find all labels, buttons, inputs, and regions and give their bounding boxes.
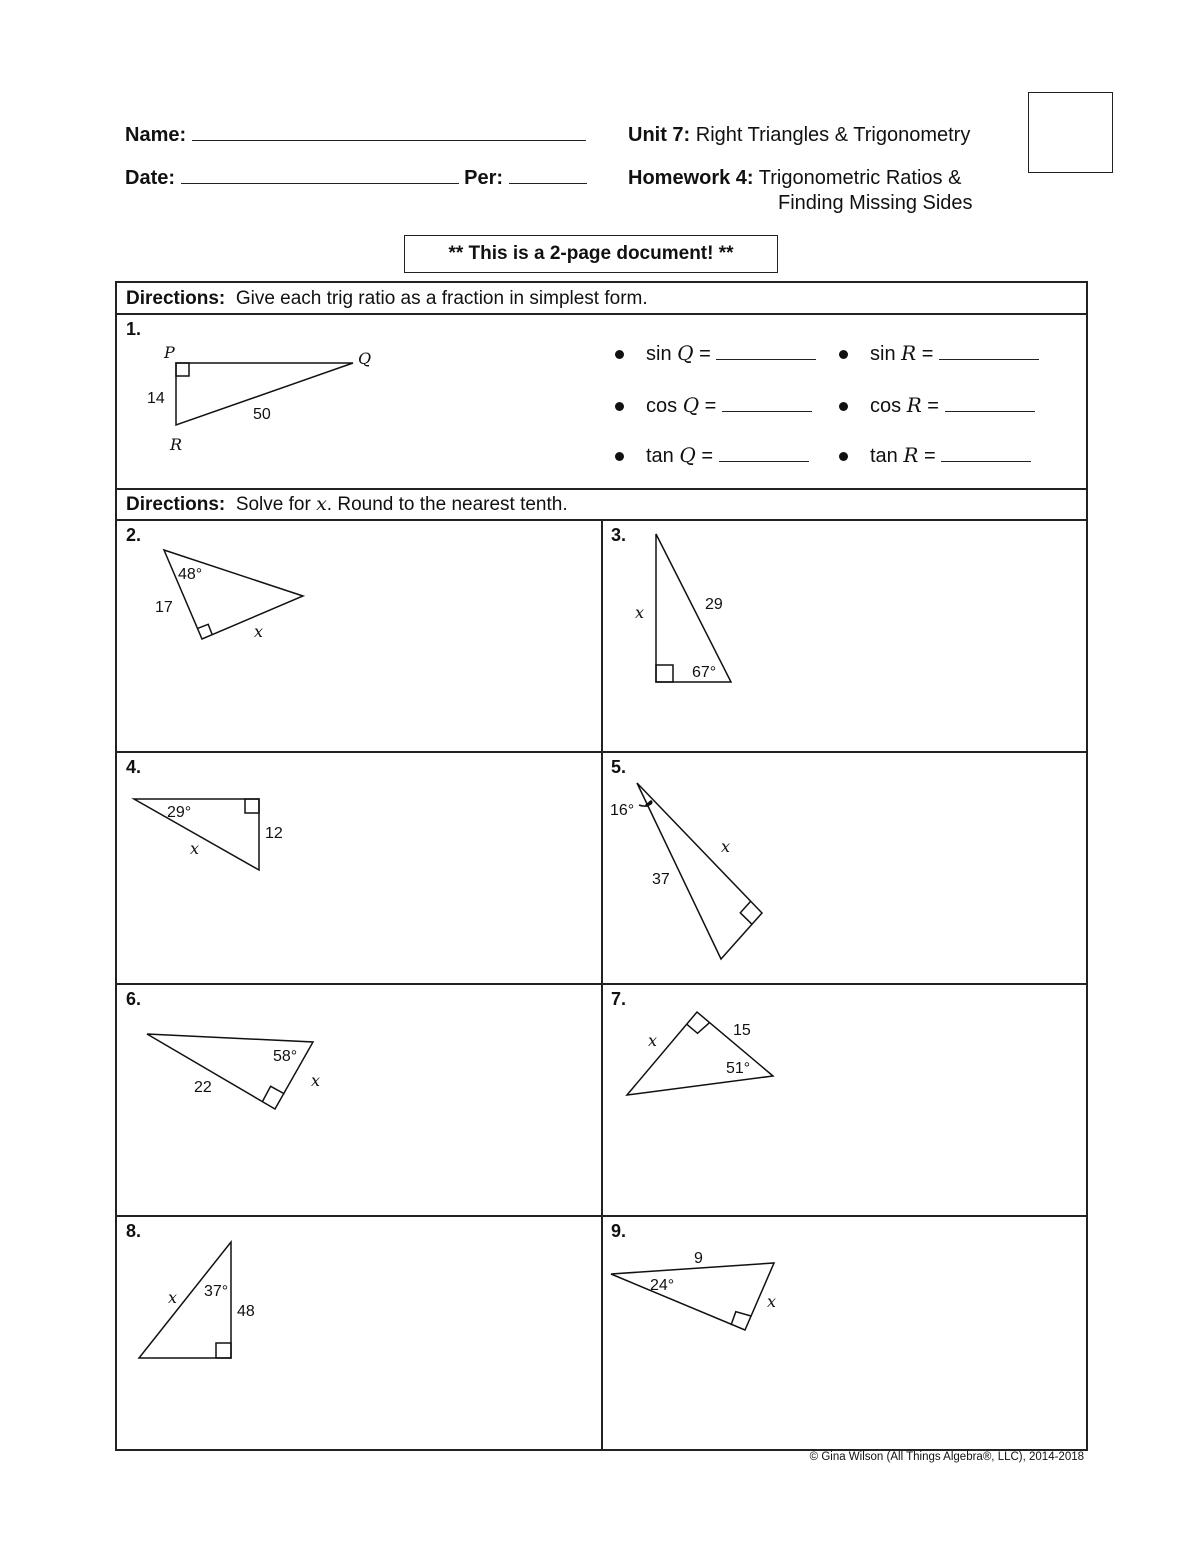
problem-4-triangle [117, 753, 597, 981]
side-qr: 50 [253, 406, 271, 423]
svg-text:29°: 29° [167, 804, 192, 821]
homework-label: Homework 4: [628, 167, 754, 189]
directions-2: Directions: Solve for x. Round to the nearest tenth. [126, 493, 568, 515]
unit-name: Right Triangles & Trigonometry [695, 124, 971, 146]
side-pr: 14 [147, 390, 165, 407]
problem-9-triangle [602, 1217, 1082, 1445]
ratio-cos-q: cos Q = [615, 393, 812, 418]
problem-7-number: 7. [611, 989, 627, 1009]
problem-5-number: 5. [611, 757, 627, 777]
directions-1-text: Give each trig ratio as a fraction in simplest form. [235, 288, 648, 309]
svg-text:37: 37 [652, 871, 670, 888]
problem-8-number: 8. [126, 1221, 142, 1241]
svg-text:x: x [648, 1031, 658, 1050]
ratio-tan-q: tan Q = [615, 443, 809, 468]
two-page-note: ** This is a 2-page document! ** [404, 235, 778, 273]
directions-1-label: Directions: [126, 288, 226, 309]
svg-text:16°: 16° [610, 802, 635, 819]
svg-text:x: x [168, 1288, 178, 1307]
answer-cos-q[interactable] [722, 410, 812, 412]
ratio-tan-r: tan R = [839, 443, 1031, 468]
problem-2-number: 2. [126, 525, 142, 545]
svg-text:x: x [190, 839, 200, 858]
svg-text:67°: 67° [692, 664, 717, 681]
svg-text:37°: 37° [204, 1283, 229, 1300]
svg-text:29: 29 [705, 596, 723, 613]
svg-text:x: x [767, 1292, 777, 1311]
per-label: Per: [464, 167, 504, 189]
name-field[interactable] [192, 139, 586, 141]
homework-name-line2: Finding Missing Sides [778, 192, 973, 214]
ratio-sin-q: sin Q = [615, 341, 816, 366]
svg-text:48: 48 [237, 1303, 255, 1320]
svg-text:22: 22 [194, 1079, 212, 1096]
svg-text:x: x [635, 603, 645, 622]
vertex-q: Q [358, 349, 372, 368]
answer-cos-r[interactable] [945, 410, 1035, 412]
svg-text:51°: 51° [726, 1060, 751, 1077]
copyright-footer: © Gina Wilson (All Things Algebra®, LLC), 2014-2018 [809, 1451, 1084, 1463]
svg-text:x: x [311, 1071, 321, 1090]
problem-6-number: 6. [126, 989, 142, 1009]
problem-7-triangle [602, 985, 1082, 1213]
svg-text:58°: 58° [273, 1048, 298, 1065]
problem-1-number: 1. [126, 319, 142, 339]
vertex-p: P [164, 343, 175, 362]
svg-text:15: 15 [733, 1022, 751, 1039]
homework-title [628, 167, 961, 190]
problem-3-number: 3. [611, 525, 627, 545]
svg-text:12: 12 [265, 825, 283, 842]
svg-text:17: 17 [155, 599, 173, 616]
svg-text:24°: 24° [650, 1277, 675, 1294]
date-row [125, 167, 587, 190]
problem-4-number: 4. [126, 757, 142, 777]
problem-5-triangle [602, 753, 1082, 981]
date-field[interactable] [181, 182, 459, 184]
unit-label: Unit 7: [628, 124, 691, 146]
ratio-cos-r: cos R = [839, 393, 1035, 418]
answer-sin-q[interactable] [716, 358, 816, 360]
problem-3-triangle [602, 521, 1082, 749]
date-label: Date: [125, 167, 176, 189]
worksheet-frame [115, 281, 1088, 1451]
directions-2-label: Directions: [126, 494, 226, 515]
svg-text:x: x [254, 622, 264, 641]
name-label: Name: [125, 124, 187, 146]
directions-1 [126, 288, 648, 310]
homework-name-line1: Trigonometric Ratios & [758, 167, 962, 189]
problem-8-triangle [117, 1217, 597, 1445]
vertex-r: R [170, 435, 183, 454]
answer-sin-r[interactable] [939, 358, 1039, 360]
answer-tan-r[interactable] [941, 460, 1031, 462]
problem-6-triangle [117, 985, 597, 1213]
problem-9-number: 9. [611, 1221, 627, 1241]
per-field[interactable] [509, 182, 587, 184]
svg-text:9: 9 [694, 1250, 703, 1267]
svg-text:48°: 48° [178, 566, 203, 583]
ratio-sin-r: sin R = [839, 341, 1039, 366]
answer-tan-q[interactable] [719, 460, 809, 462]
problem-2-triangle [117, 521, 597, 749]
unit-title [628, 124, 970, 147]
svg-text:x: x [721, 837, 731, 856]
problem-1-triangle [137, 333, 397, 463]
score-box[interactable] [1028, 92, 1113, 173]
name-row [125, 124, 586, 147]
